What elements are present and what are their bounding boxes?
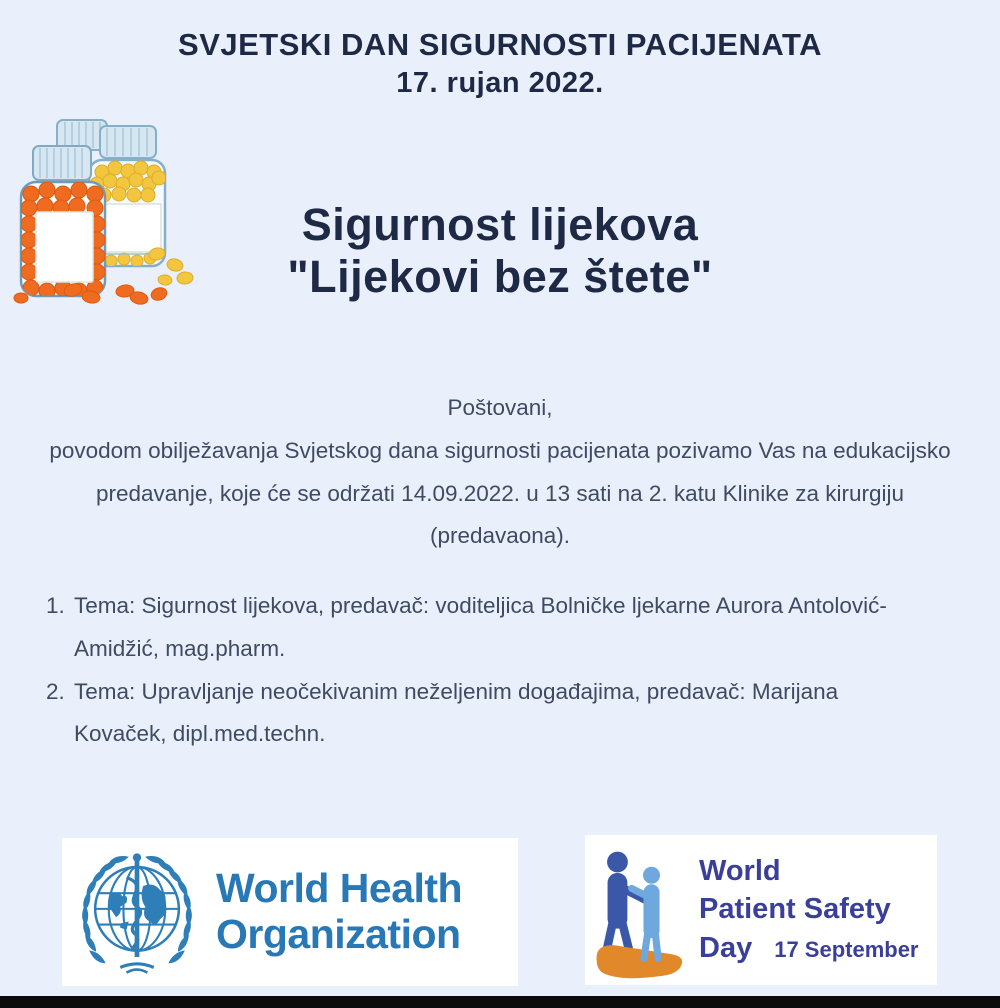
agenda-item-1 (46, 585, 894, 671)
poster-title (0, 27, 1000, 100)
salutation: Poštovani, (447, 395, 553, 420)
orange-hand (597, 945, 683, 978)
wpsd-wordmark-line2: Patient Safety (699, 893, 891, 926)
agenda-item-1-text: Tema: Sigurnost lijekova, predavač: voditeljica Bolničke ljekarne Aurora Antolović-Amidžić, mag.pharm. (74, 593, 887, 661)
bottom-black-bar (0, 996, 1000, 1008)
wpsd-wordmark (699, 852, 919, 985)
wpsd-day-row (699, 929, 919, 967)
agenda-item-1-number: 1. (46, 593, 65, 618)
dark-person-figure (606, 852, 648, 953)
wpsd-people-and-hand-icon (591, 841, 695, 985)
wpsd-date: 17 September (774, 936, 919, 962)
poster-title-date: 17. rujan 2022. (396, 67, 604, 99)
main-heading-line1: Sigurnost lijekova (301, 199, 699, 250)
wpsd-wordmark-line1: World (699, 855, 781, 887)
agenda-item-2-number: 2. (46, 678, 65, 704)
who-wordmark-line1: World Health (216, 865, 463, 912)
who-wordmark (216, 866, 462, 958)
agenda-item-2-text: Tema: Upravljanje neočekivanim neželjenim događajima, predavač: Marijana Kovaček, dipl.med.techn. (74, 678, 839, 747)
who-wordmark-line2: Organization (216, 911, 461, 957)
agenda-list (46, 585, 894, 756)
agenda-item-2 (46, 671, 894, 757)
who-emblem-icon (66, 844, 208, 980)
invitation-text (29, 387, 971, 558)
poster-title-line1: SVJETSKI DAN SIGURNOSTI PACIJENATA (178, 27, 822, 62)
who-logo-panel (62, 838, 518, 986)
wpsd-wordmark-line3: Day (699, 931, 753, 964)
main-heading (0, 199, 1000, 303)
light-person-figure (632, 867, 660, 959)
main-heading-line2: "Lijekovi bez štete" (287, 251, 713, 303)
invitation-paragraph: povodom obilježavanja Svjetskog dana sigurnosti pacijenata pozivamo Vas na edukacijsko predavanje, koje će se održati 14.09.2022. u 13 sati na 2. katu Klinike za kirurgiju (predavaona). (49, 437, 951, 549)
wpsd-logo-panel (585, 835, 937, 985)
